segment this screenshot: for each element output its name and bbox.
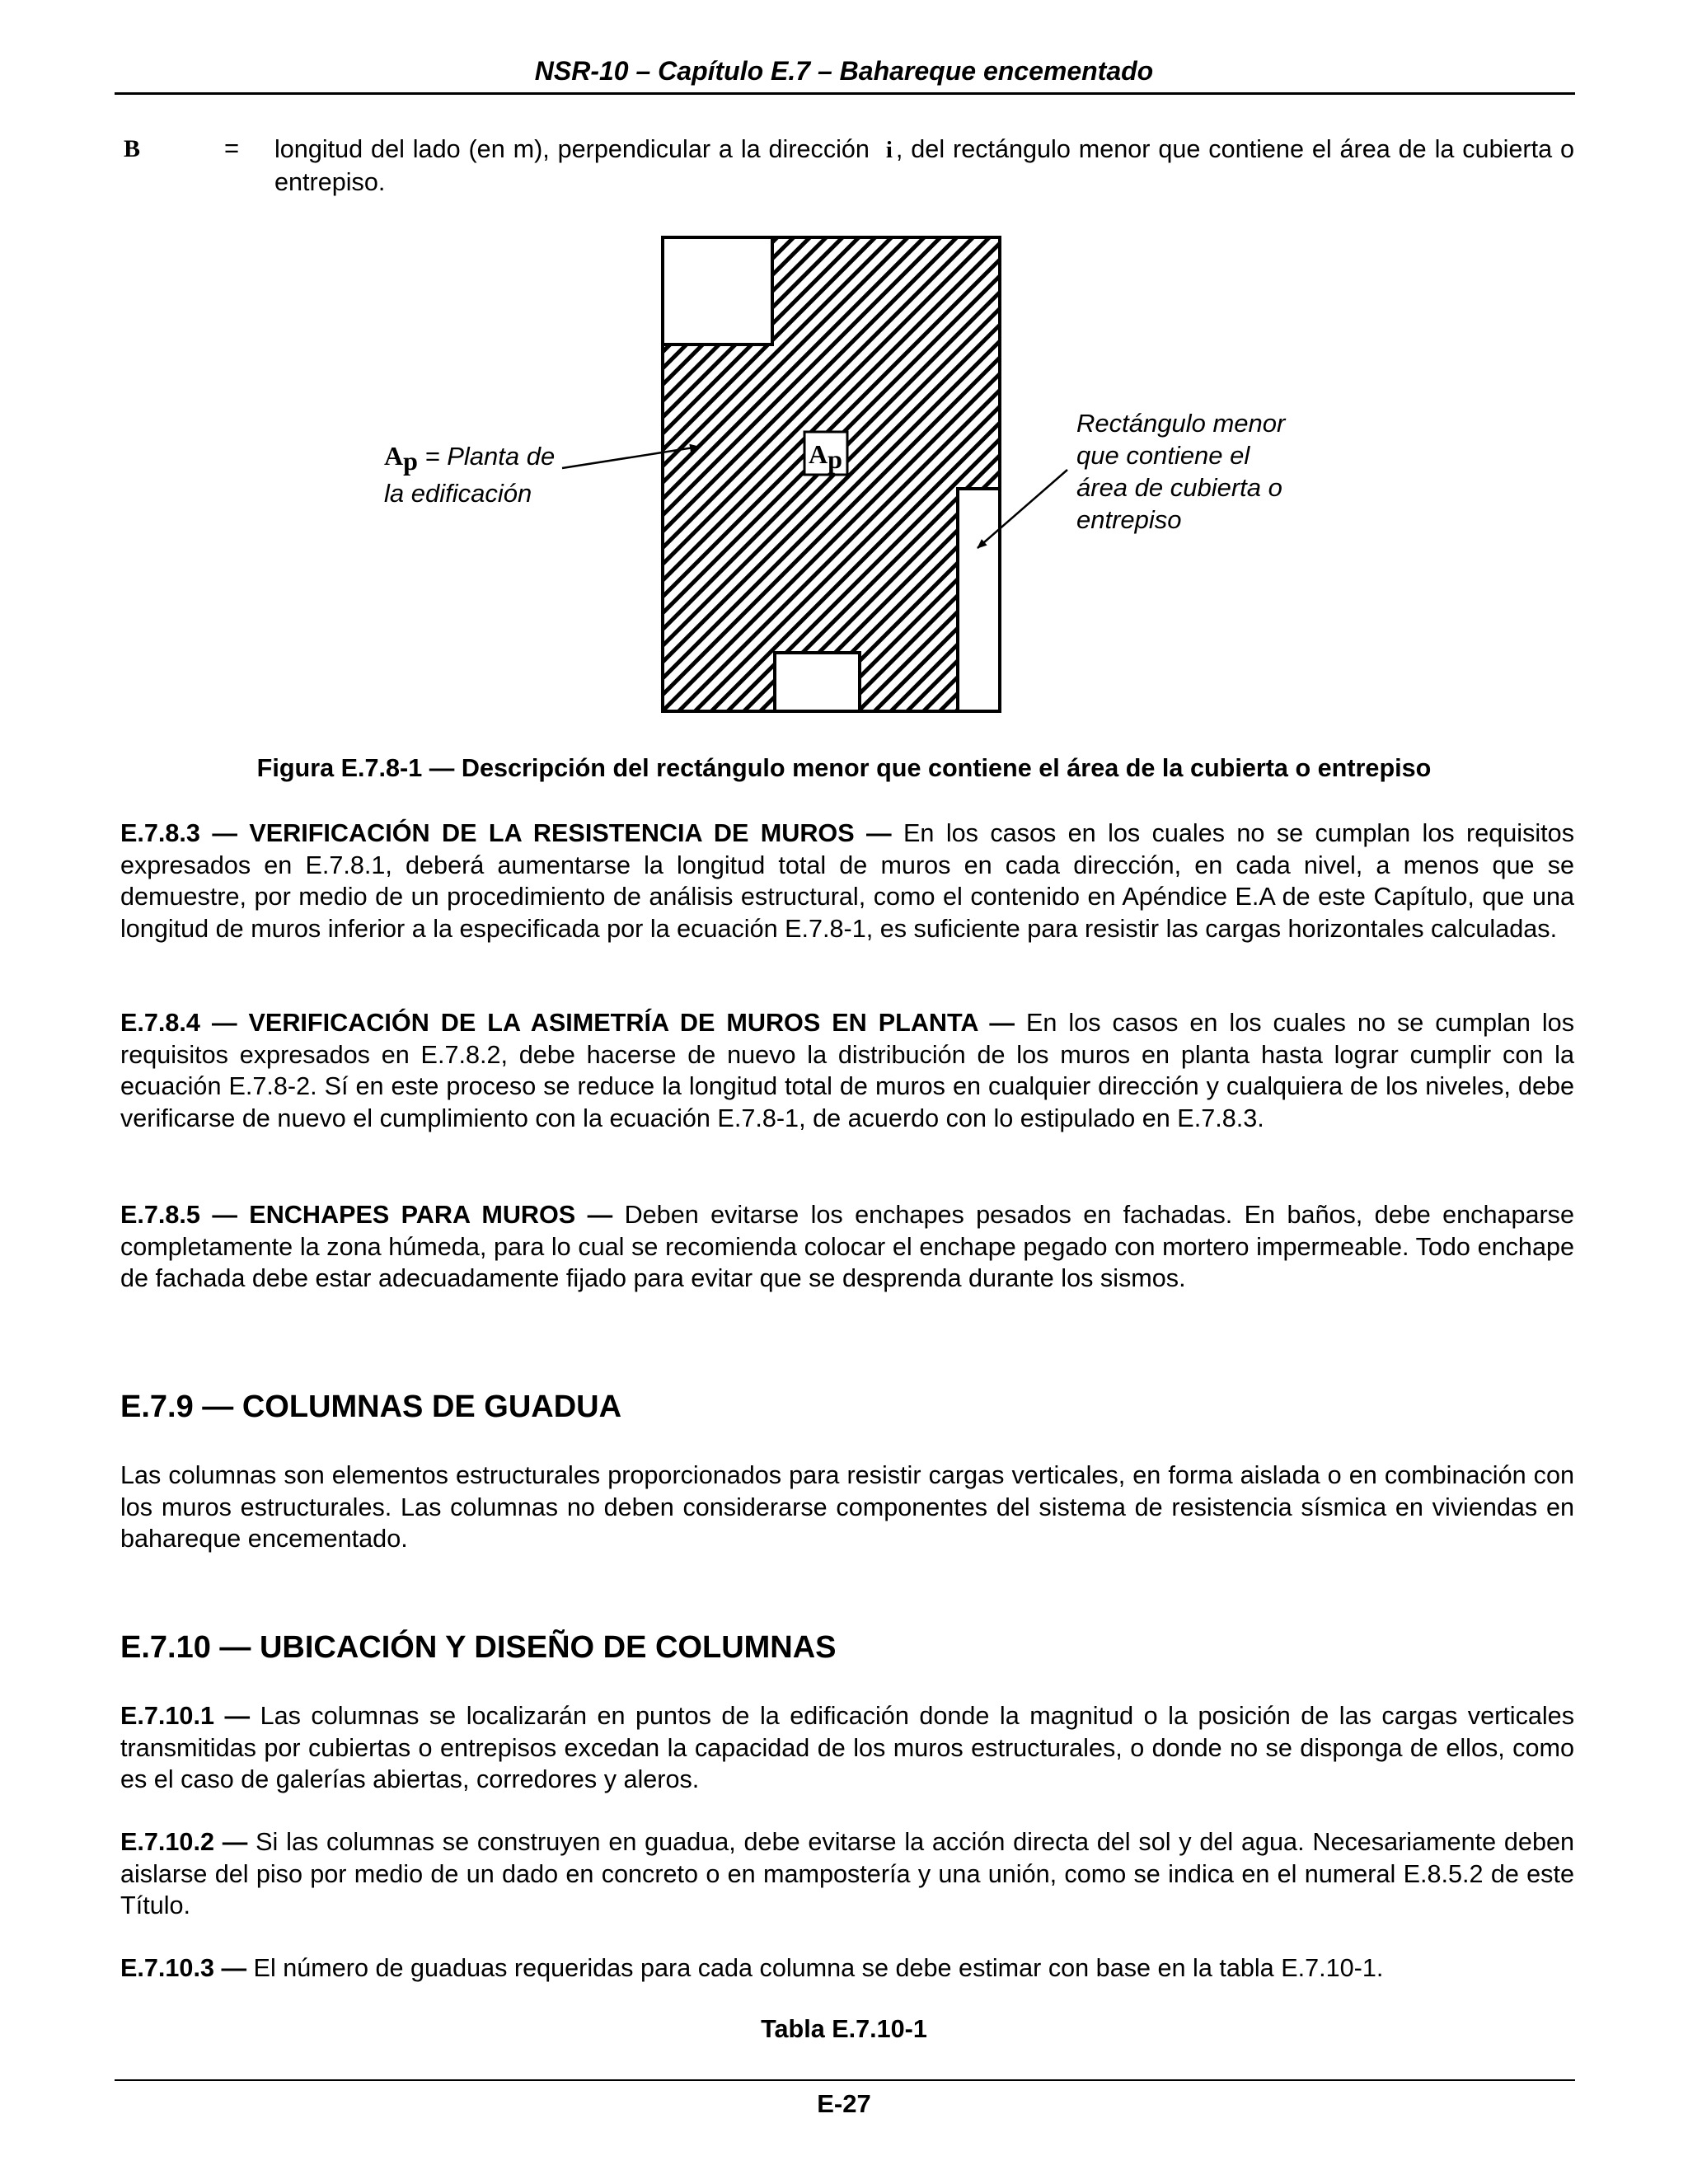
paragraph-e7102: E.7.10.2 — Si las columnas se construyen en guadua, debe evitarse la acción directa del sol y del agua. Necesariamente deben aislarse del piso por medio de un dado en concreto o en mampostería y una unión, como se indica en el numeral E.8.5.2 de este Título.: [120, 1828, 1574, 1919]
section-title-e710: E.7.10 — UBICACIÓN Y DISEÑO DE COLUMNAS: [120, 1630, 837, 1665]
heading-e785: E.7.8.5 — ENCHAPES PARA MUROS —: [120, 1201, 613, 1229]
planta-label: Ap = Planta de la edificación: [384, 441, 556, 508]
paragraph-e785: E.7.8.5 — ENCHAPES PARA MUROS — Deben evitarse los enchapes pesados en fachadas. En baños, debe enchaparse completamente la zona húmeda, para lo cual se recomienda colocar el enchape pegado con mortero impermeable. Todo enchape de fachada debe estar adecuadamente fijado para evitar que se desprenda durante los sismos.: [120, 1201, 1574, 1292]
heading-e7102: E.7.10.2 —: [120, 1828, 248, 1856]
definition-text-after: , del rectángulo menor que contiene el área de la cubierta o entrepiso.: [274, 135, 1575, 196]
building-plan-figure: [0, 0, 1688, 742]
definition-symbol: B: [124, 135, 141, 162]
page-number: E-27: [817, 2089, 871, 2118]
ap-center-label: Ap: [809, 439, 842, 474]
heading-e784: E.7.8.4 — VERIFICACIÓN DE LA ASIMETRÍA DE MUROS EN PLANTA —: [120, 1009, 1015, 1037]
section-title-e79: E.7.9 — COLUMNAS DE GUADUA: [120, 1390, 622, 1424]
notch-bottom: [775, 653, 860, 711]
figure-caption: Figura E.7.8-1 — Descripción del rectángulo menor que contiene el área de la cubierta o entrepiso: [256, 754, 1432, 782]
definition-text-before: longitud del lado (en m), perpendicular a la dirección: [274, 135, 870, 163]
definition-i-symbol: i: [885, 137, 893, 163]
paragraph-e784: E.7.8.4 — VERIFICACIÓN DE LA ASIMETRÍA DE MUROS EN PLANTA — En los casos en los cuales no se cumplan los requisitos expresados en E.7.8.2, debe hacerse de nuevo la distribución de los muros en planta hasta lograr cumplir con la ecuación E.7.8-2. Sí en este proceso se reduce la longitud total de muros en cualquier dirección y cualquiera de los niveles, debe verificarse de nuevo el cumplimiento con la ecuación E.7.8-1, de acuerdo con lo estipulado en E.7.8.3.: [120, 1009, 1574, 1132]
heading-e7101: E.7.10.1 —: [120, 1702, 251, 1730]
definition-equals: =: [224, 134, 240, 162]
notch-top-left: [663, 237, 772, 344]
footer-rule: [115, 2079, 1575, 2081]
paragraph-e7103: E.7.10.3 — El número de guaduas requeridas para cada columna se debe estimar con base en la tabla E.7.10-1.: [120, 1954, 1384, 1982]
running-header: NSR-10 – Capítulo E.7 – Bahareque encementado: [534, 56, 1154, 86]
paragraph-e79: Las columnas son elementos estructurales proporcionados para resistir cargas verticales, en forma aislada o en combinación con los muros estructurales. Las columnas no deben considerarse componentes del sistema de resistencia sísmica en viviendas en bahareque encementado.: [120, 1461, 1574, 1553]
rectangle-label: Rectángulo menor que contiene el área de cubierta o entrepiso: [1076, 409, 1286, 534]
heading-e783: E.7.8.3 — VERIFICACIÓN DE LA RESISTENCIA DE MUROS —: [120, 819, 892, 847]
paragraph-e7101: E.7.10.1 — Las columnas se localizarán en puntos de la edificación donde la magnitud o la posición de las cargas verticales transmitidas por cubiertas o entrepisos excedan la capacidad de los muros estructurales, o donde no se disponga de ellos, como es el caso de galerías abiertas, corredores y aleros.: [120, 1702, 1574, 1793]
table-title: Tabla E.7.10-1: [761, 2015, 927, 2043]
notch-right: [958, 489, 1000, 711]
heading-e7103: E.7.10.3 —: [120, 1954, 247, 1982]
paragraph-e783: E.7.8.3 — VERIFICACIÓN DE LA RESISTENCIA DE MUROS — En los casos en los cuales no se cumplan los requisitos expresados en E.7.8.1, deberá aumentarse la longitud total de muros en cada dirección, en cada nivel, a menos que se demuestre, por medio de un procedimiento de análisis estructural, como el contenido en Apéndice E.A de este Capítulo, que una longitud de muros inferior a la especificada por la ecuación E.7.8-1, es suficiente para resistir las cargas horizontales calculadas.: [120, 819, 1574, 943]
